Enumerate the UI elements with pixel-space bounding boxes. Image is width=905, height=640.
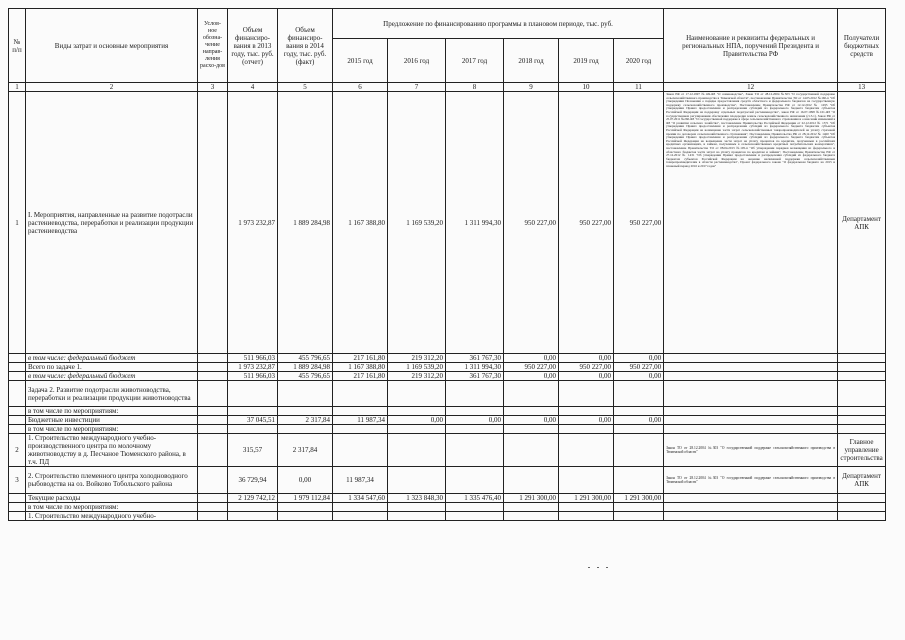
row-name: 1. Строительство международного учебно-производственного центра по молочному животноводству в д. Песчаное Тюменского района, в т.ч. ПД [26,434,198,467]
cell-2013: 36 729,94 [228,467,278,494]
table-row [9,425,886,434]
header-year: 2020 год [614,39,664,83]
cell-2020: 0,00 [614,354,664,363]
col-number: 4 [228,83,278,92]
cell-2017: 361 767,30 [446,372,504,381]
col-number: 2 [26,83,198,92]
cell-2018: 0,00 [504,372,559,381]
cell-2018: 950 227,00 [504,363,559,372]
cell-2019: 1 291 300,00 [559,494,614,503]
recipient: Главное управление строительства [838,434,886,467]
npa-text: Закон ТО от 28.12.2004 №303 "О государственной поддержке сельскохозяйственного производства в Тюменской области" [664,467,838,494]
table-row [9,92,886,354]
cell-2013: 315,57 [228,434,278,467]
cell-2015: 217 161,80 [333,354,388,363]
col-number: 10 [559,83,614,92]
table-row [9,372,886,381]
cell-2018: 950 227,00 [504,92,559,354]
cell-2020: 0,00 [614,416,664,425]
cell-2014: 2 317,84 [278,434,333,467]
cell-2013: 2 129 742,12 [228,494,278,503]
cell-2016: 1 169 539,20 [388,92,446,354]
header-year: 2018 год [504,39,559,83]
col-number: 6 [333,83,388,92]
header-year: 2019 год [559,39,614,83]
cell-2020: 950 227,00 [614,363,664,372]
table-row [9,434,886,467]
header-2013: Объем финансиро-вания в 2013 году, тыс. руб. (отчет) [228,9,278,83]
row-num: 1 [9,92,26,354]
cell-2019: 0,00 [559,354,614,363]
row-name: в том числе: федеральный бюджет [26,372,198,381]
row-name: Задача 2. Развитие подотрасли животноводства, переработки и реализации продукции животноводства [26,381,198,407]
cell-2016: 1 169 539,20 [388,363,446,372]
header-year: 2017 год [446,39,504,83]
cell-2013: 1 973 232,87 [228,92,278,354]
cell-2020: 0,00 [614,372,664,381]
cell-2014: 1 889 284,98 [278,363,333,372]
table-row [9,503,886,512]
row-name: в том числе по мероприятиям: [26,503,198,512]
cell-2017: 361 767,30 [446,354,504,363]
table-row [9,354,886,363]
cell-2015: 1 167 388,80 [333,363,388,372]
cell-2014: 1 889 284,98 [278,92,333,354]
cell-2013: 511 966,03 [228,354,278,363]
recipient: Департамент АПК [838,467,886,494]
cell-2013: 1 973 232,87 [228,363,278,372]
cell-2018: 0,00 [504,416,559,425]
cell-2017: 0,00 [446,416,504,425]
row-name: в том числе: федеральный бюджет [26,354,198,363]
col-number: 11 [614,83,664,92]
cell-2019: 950 227,00 [559,363,614,372]
row-name: I. Мероприятия, направленные на развитие подотрасли растениеводства, переработки и реализации продукции растениеводства [26,92,198,354]
header-proposals: Предложение по финансированию программы в плановом периоде, тыс. руб. [333,9,664,39]
row-name: Бюджетные инвестиции [26,416,198,425]
col-number: 5 [278,83,333,92]
cell-2019: 0,00 [559,416,614,425]
cell-2015: 1 167 388,80 [333,92,388,354]
cell-2016: 0,00 [388,416,446,425]
npa-text: Закон РФ от 17.12.1997 №149-ФЗ "О семеноводстве", Закон ТО от 28.12.2004 №303 "О государственной поддержке сельскохозяйственного производства в Тюменской области", постановление Правительства ТО от 14.05.2012 №160-п "Об утверждении Положения о порядке предоставления средств областного и федерального бюджетов на государственную поддержку сельскохозяйственного производства", Постановление Правительства РФ от 12.12.2012 № 1295 "Об утверждении Правил предоставления и распределения субсидий из федерального бюджета бюджетам субъектов Российской Федерации на поддержку отдельных подотраслей растениеводства", закон РФ от 16.07.1998 №101-ФЗ "О государственном регулировании обеспечения плодородия земель сельскохозяйственного назначения (ст.3.1), Закон РФ от 25.07.2011 №260-ФЗ "О государственной поддержке в сфере сельскохозяйственного страхования и о внесении изменений в ФЗ "О развитии сельского хозяйства", постановление Правительства Российской Федерации от 22.12.2012 № 1371 "Об утверждении Правил предоставления и распределения субсидий из федерального бюджета бюджетам субъектов Российской Федерации на возмещение части затрат сельскохозяйственных товаропроизводителей на уплату страховой премии по договорам сельскохозяйственного страхования", Постановление Правительства РФ от 28.12.2012 № 1460 "Об утверждении Правил предоставления и распределения субсидий из федерального бюджета бюджетам субъектов Российской Федерации на возмещение части затрат на уплату процентов по кредитам, полученным в российских кредитных организациях, и займам, полученным в сельскохозяйственных кредитных потребительских кооперативах", постановление Правительства ТО от 08.04.2013 №105-п "Об утверждении порядков возмещения из федерального и областного бюджетов части затрат на уплату процентов по кредитам и займам", Постановление Правительства РФ от 27.12.2012 № 1431 "Об утверждении Правил предоставления и распределения субсидий из федерального бюджета бюджетам субъектов Российской Федерации на оказание несвязанной поддержки сельскохозяйственным товаропроизводителям в области растениеводства", Проект федерального закона "О федеральном бюджете на 2015 и плановый период 2016 и 2017 годов" [664,92,838,354]
header-type: Виды затрат и основные мероприятия [26,9,198,83]
row-name: Всего по задаче 1. [26,363,198,372]
cell-2017: 1 311 994,30 [446,363,504,372]
cell-2016: 1 323 848,30 [388,494,446,503]
cell-2015: 11 987,34 [333,467,388,494]
cell-2020: 950 227,00 [614,92,664,354]
cell-2018: 1 291 300,00 [504,494,559,503]
header-2014: Объем финансиро-вания в 2014 году, тыс. руб. (факт) [278,9,333,83]
header-cond: Услов-ное обозна-чение направ-ления расхо-дов [198,9,228,83]
table-row [9,381,886,407]
row-name: в том числе по мероприятиям: [26,425,198,434]
row-name: 1. Строительство международного учебно- [26,512,198,521]
row-name: Текущие расходы [26,494,198,503]
npa-text: Закон ТО от 28.12.2004 №303 "О государственной поддержке сельскохозяйственного производства в Тюменской области" [664,434,838,467]
table-row [9,512,886,521]
cell-2014: 2 317,84 [278,416,333,425]
cell-2016: 219 312,20 [388,354,446,363]
cell-2018: 0,00 [504,354,559,363]
row-name: в том числе по мероприятиям: [26,407,198,416]
col-number: 13 [838,83,886,92]
header-year: 2016 год [388,39,446,83]
header-recipients: Получатели бюджетных средств [838,9,886,83]
col-number: 12 [664,83,838,92]
cell-2013: 511 966,03 [228,372,278,381]
cell-2015: 1 334 547,60 [333,494,388,503]
cell-2014: 455 796,65 [278,372,333,381]
cell-2017: 1 311 994,30 [446,92,504,354]
cell-2019: 950 227,00 [559,92,614,354]
table-row [9,467,886,494]
cell-2015: 11 987,34 [333,416,388,425]
header-year: 2015 год [333,39,388,83]
col-number: 1 [9,83,26,92]
cell-2013: 37 045,51 [228,416,278,425]
cell-2014: 455 796,65 [278,354,333,363]
cell-2016: 219 312,20 [388,372,446,381]
col-number: 8 [446,83,504,92]
col-number: 7 [388,83,446,92]
header-npa: Наименование и реквизиты федеральных и региональных НПА, поручений Президента и Правительства РФ [664,9,838,83]
header-num: № п/п [9,9,26,83]
table-row [9,363,886,372]
row-name: 2. Строительство племенного центра холодноводного рыбоводства на оз. Войково Тобольского района [26,467,198,494]
cell-2019: 0,00 [559,372,614,381]
row-num: 3 [9,467,26,494]
cell-2017: 1 335 476,40 [446,494,504,503]
cell-2015: 217 161,80 [333,372,388,381]
scan-specks [588,555,618,559]
table-row [9,494,886,503]
recipient: Департамент АПК [838,92,886,354]
cell-2014: 0,00 [278,467,333,494]
financing-table [8,8,886,521]
col-number: 3 [198,83,228,92]
col-number: 9 [504,83,559,92]
cell-2020: 1 291 300,00 [614,494,664,503]
table-row [9,416,886,425]
row-num: 2 [9,434,26,467]
table-row [9,407,886,416]
cell-2014: 1 979 112,84 [278,494,333,503]
